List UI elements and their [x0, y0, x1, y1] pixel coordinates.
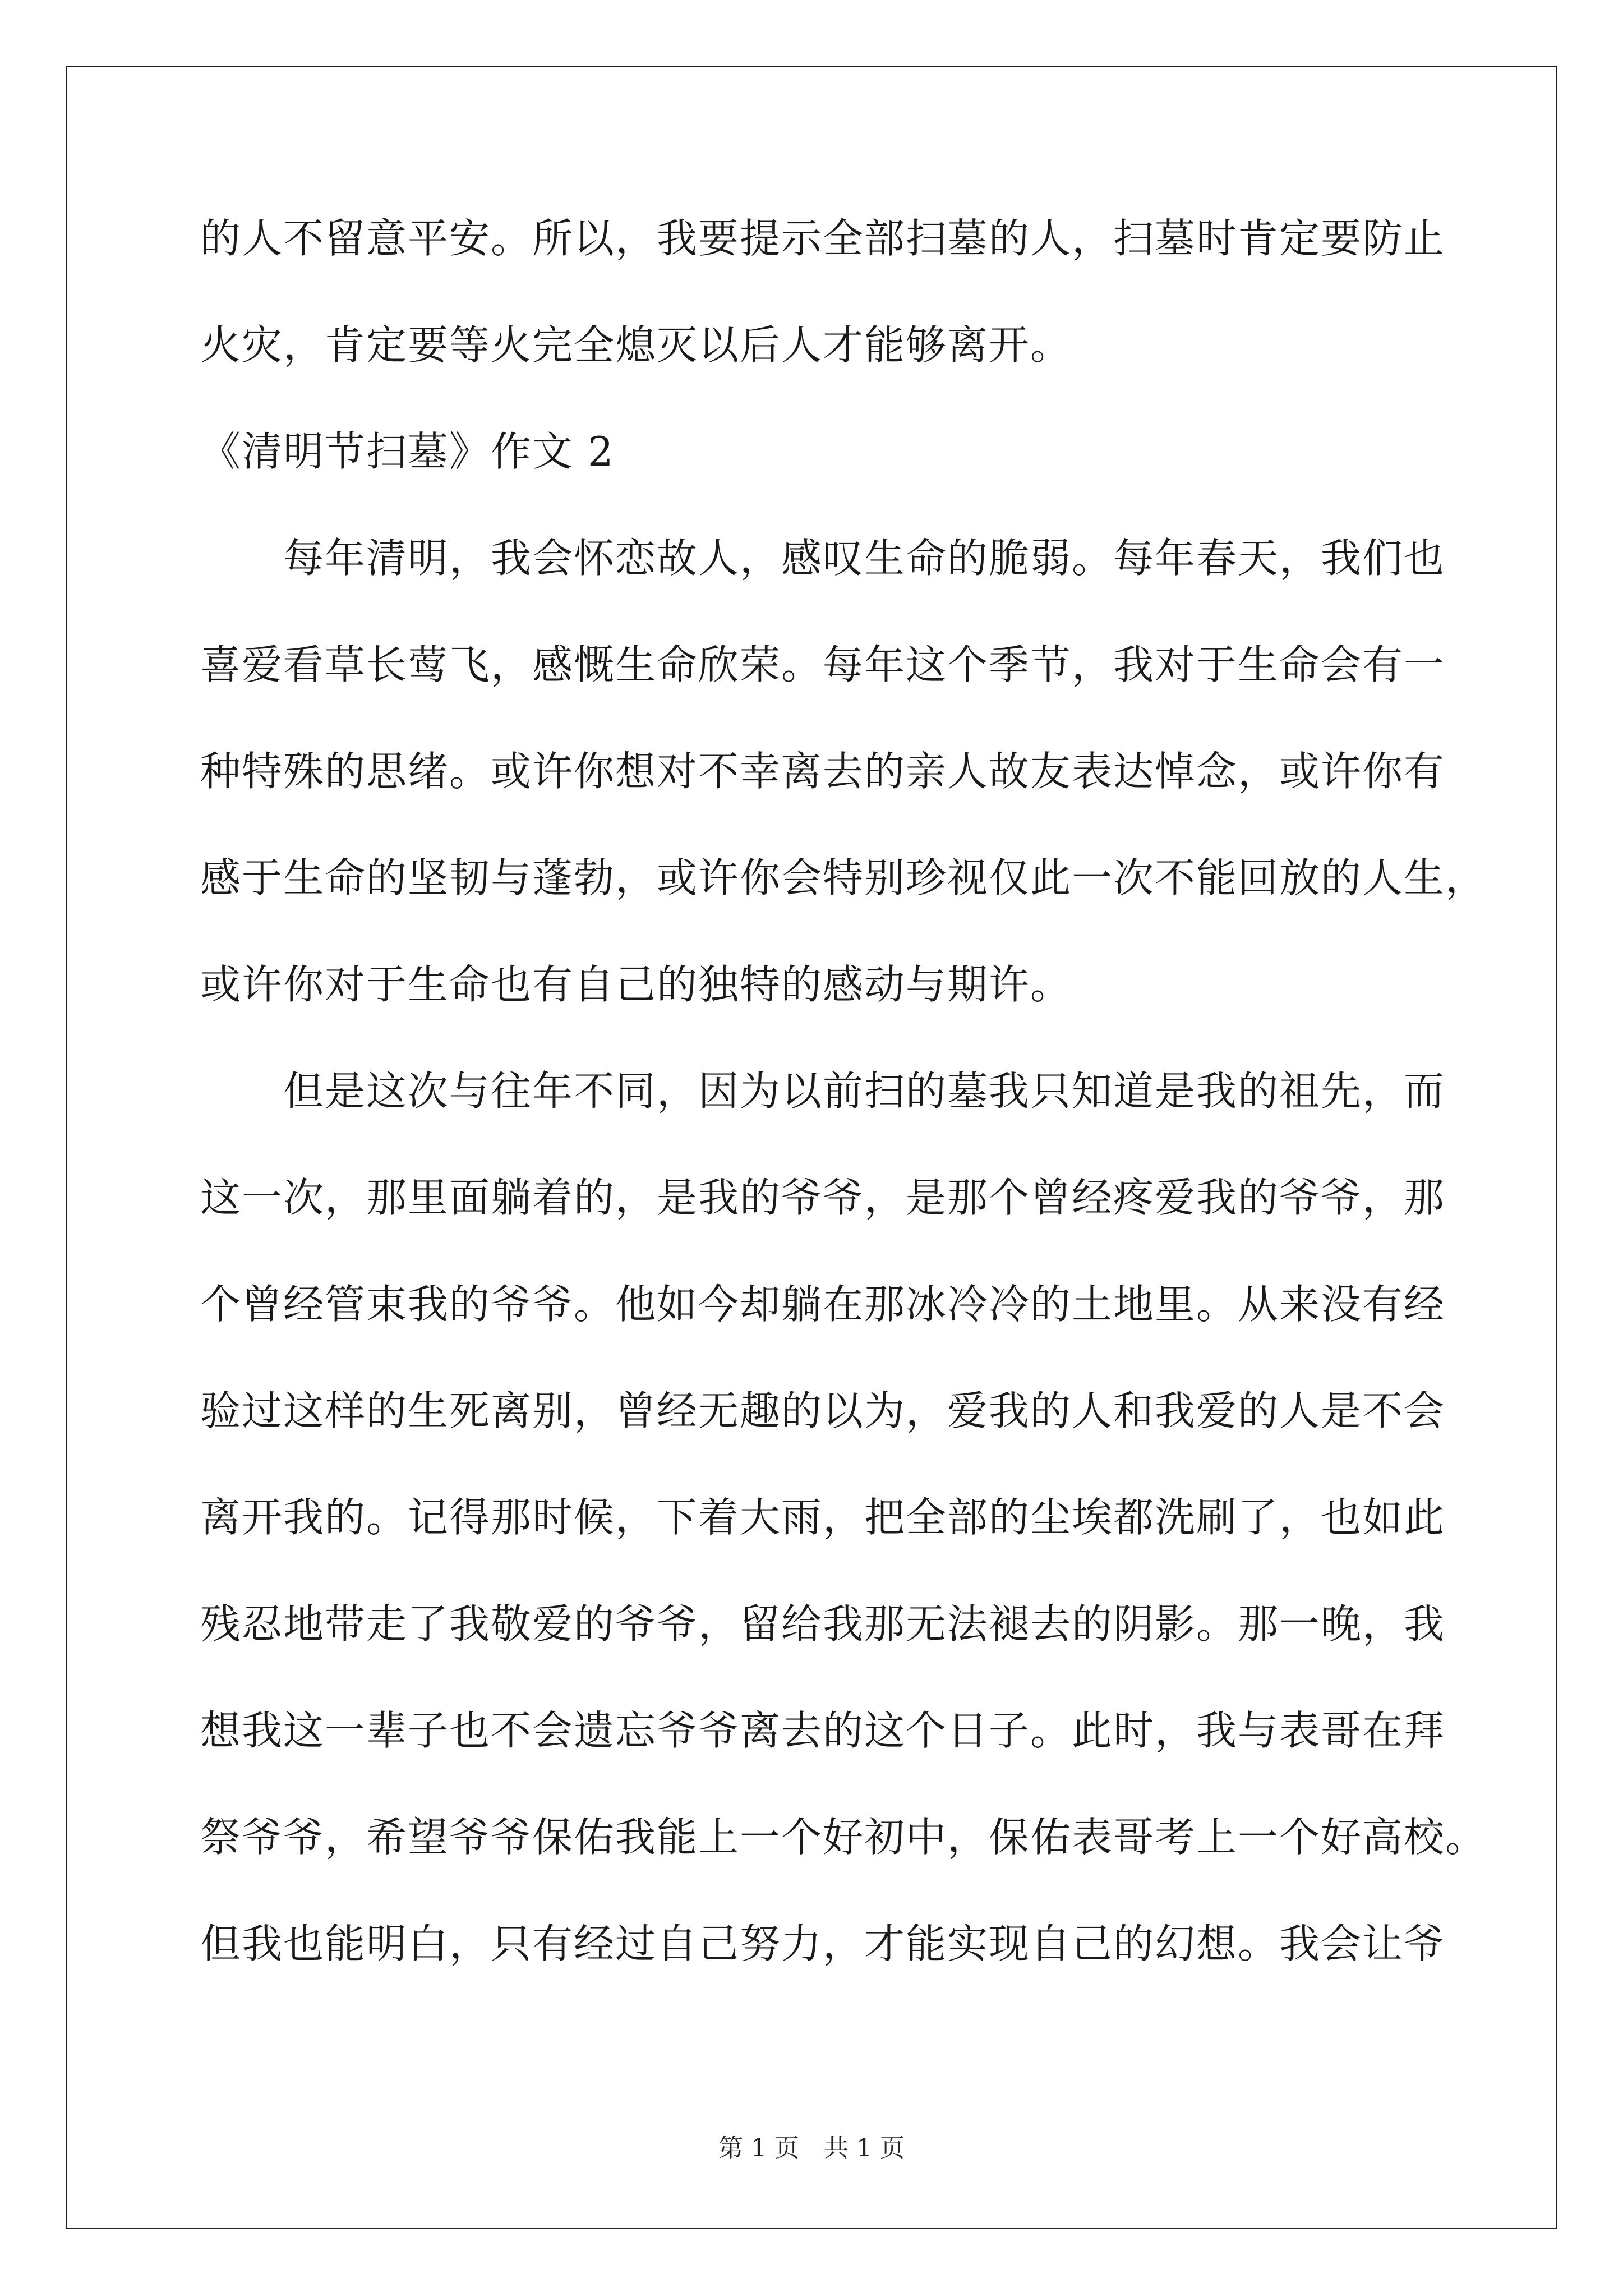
document-body	[200, 185, 1487, 1997]
text-line-5: 喜爱看草长莺飞，感慨生命欣荣。每年这个季节，我对于生命会有一	[200, 641, 1446, 688]
text-line-12: 验过这样的生死离别，曾经无趣的以为，爱我的人和我爱的人是不会	[200, 1387, 1446, 1434]
text-line-14: 残忍地带走了我敬爱的爷爷，留给我那无法褪去的阴影。那一晚，我	[200, 1600, 1446, 1648]
section-heading: 《清明节扫墓》作文 2	[200, 428, 615, 475]
text-line-15: 想我这一辈子也不会遗忘爷爷离去的这个日子。此时，我与表哥在拜	[200, 1707, 1446, 1754]
text-line-17: 但我也能明白，只有经过自己努力，才能实现自己的幻想。我会让爷	[200, 1920, 1446, 1967]
text-line-7: 感于生命的坚韧与蓬勃，或许你会特别珍视仅此一次不能回放的人生，	[200, 854, 1487, 901]
text-line-6: 种特殊的思绪。或许你想对不幸离去的亲人故友表达悼念，或许你有	[200, 748, 1446, 795]
text-line-2: 火灾，肯定要等火完全熄灭以后人才能够离开。	[200, 321, 1072, 369]
text-line-8: 或许你对于生命也有自己的独特的感动与期许。	[200, 961, 1072, 1008]
text-line-13: 离开我的。记得那时候，下着大雨，把全部的尘埃都洗刷了，也如此	[200, 1494, 1446, 1541]
page-footer: 第 1 页 共 1 页	[718, 2134, 905, 2162]
text-line-1: 的人不留意平安。所以，我要提示全部扫墓的人，扫墓时肯定要防止	[200, 215, 1446, 262]
text-line-16: 祭爷爷，希望爷爷保佑我能上一个好初中，保佑表哥考上一个好高校。	[200, 1814, 1487, 1861]
text-line-11: 个曾经管束我的爷爷。他如今却躺在那冰冷冷的土地里。从来没有经	[200, 1281, 1446, 1328]
text-line-4: 每年清明，我会怀恋故人，感叹生命的脆弱。每年春天，我们也	[283, 535, 1446, 582]
text-line-9: 但是这次与往年不同，因为以前扫的墓我只知道是我的祖先，而	[283, 1068, 1446, 1115]
text-line-10: 这一次，那里面躺着的，是我的爷爷，是那个曾经疼爱我的爷爷，那	[200, 1174, 1446, 1221]
